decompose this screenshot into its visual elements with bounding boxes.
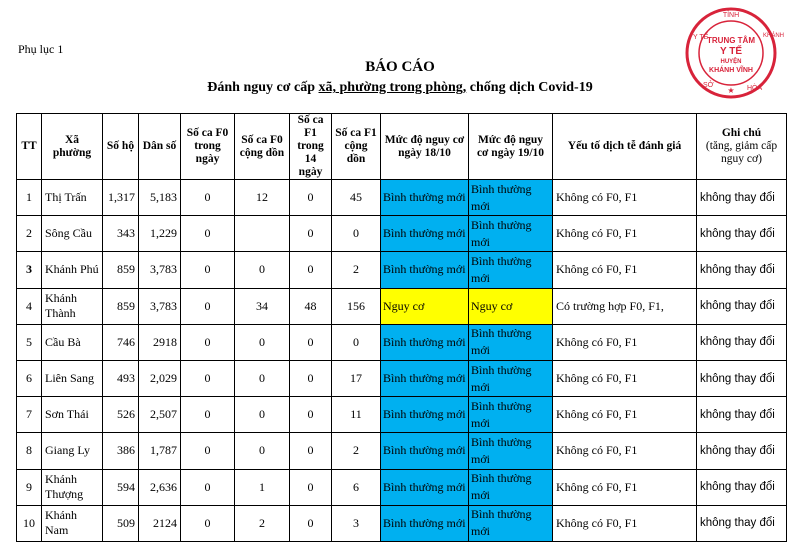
households-cell: 509 — [103, 505, 139, 541]
header-commune: Xã phường — [42, 114, 103, 180]
note-cell: không thay đổi — [697, 505, 787, 541]
header-population: Dân số — [139, 114, 181, 180]
f0-daily-cell: 0 — [181, 397, 235, 433]
table-row — [17, 433, 787, 469]
factors-cell: Không có F0, F1 — [553, 324, 697, 360]
f1-cumulative-cell: 0 — [332, 216, 381, 252]
f0-cumulative-cell: 0 — [235, 433, 290, 469]
row-number: 8 — [17, 433, 42, 469]
stamp-right-arc: KHÁNH — [763, 33, 785, 39]
subtitle-part1: Đánh nguy cơ cấp — [207, 80, 319, 95]
appendix-label: Phụ lục 1 — [18, 42, 64, 56]
f1-14days-cell: 0 — [290, 252, 332, 288]
risk-1910-cell: Bình thường mới — [469, 180, 553, 216]
f0-daily-cell: 0 — [181, 505, 235, 541]
official-stamp — [683, 5, 785, 101]
table-body — [17, 180, 787, 542]
f1-14days-cell: 0 — [290, 397, 332, 433]
f1-cumulative-cell: 2 — [332, 252, 381, 288]
population-cell: 2918 — [139, 324, 181, 360]
risk-1810-cell: Bình thường mới — [381, 469, 469, 505]
note-cell: không thay đổi — [697, 433, 787, 469]
commune-name: Khánh Phú — [42, 252, 103, 288]
commune-name: Sông Cầu — [42, 216, 103, 252]
risk-1810-cell: Bình thường mới — [381, 433, 469, 469]
header-risk-1810: Mức độ nguy cơ ngày 18/10 — [381, 114, 469, 180]
table-row — [17, 505, 787, 541]
f0-cumulative-cell: 0 — [235, 252, 290, 288]
f1-14days-cell: 0 — [290, 180, 332, 216]
note-cell: không thay đổi — [697, 324, 787, 360]
stamp-star-icon: ★ — [727, 86, 735, 95]
f1-cumulative-cell: 156 — [332, 288, 381, 324]
households-cell: 859 — [103, 288, 139, 324]
risk-1910-cell: Bình thường mới — [469, 433, 553, 469]
f1-cumulative-cell: 3 — [332, 505, 381, 541]
f1-14days-cell: 0 — [290, 469, 332, 505]
row-number: 2 — [17, 216, 42, 252]
population-cell: 2124 — [139, 505, 181, 541]
risk-1910-cell: Bình thường mới — [469, 360, 553, 396]
f1-cumulative-cell: 11 — [332, 397, 381, 433]
commune-name: Khánh Thượng — [42, 469, 103, 505]
row-number: 6 — [17, 360, 42, 396]
risk-1810-cell: Bình thường mới — [381, 360, 469, 396]
risk-1910-cell: Bình thường mới — [469, 397, 553, 433]
risk-1910-cell: Bình thường mới — [469, 505, 553, 541]
header-households: Số hộ — [103, 114, 139, 180]
stamp-top-arc: TỈNH — [722, 12, 740, 19]
header-factors: Yếu tố dịch tễ đánh giá — [553, 114, 697, 180]
stamp-bottom-right: HÒA — [747, 85, 763, 92]
header-f0-cumulative: Số ca F0 cộng dồn — [235, 114, 290, 180]
risk-1910-cell: Bình thường mới — [469, 324, 553, 360]
f1-14days-cell: 0 — [290, 505, 332, 541]
risk-1810-cell: Bình thường mới — [381, 216, 469, 252]
stamp-left-arc: Y TẾ — [693, 34, 709, 41]
table-row — [17, 360, 787, 396]
f1-cumulative-cell: 2 — [332, 433, 381, 469]
header-f1-14days: Số ca F1 trong 14 ngày — [290, 114, 332, 180]
population-cell: 2,636 — [139, 469, 181, 505]
households-cell: 1,317 — [103, 180, 139, 216]
population-cell: 3,783 — [139, 252, 181, 288]
row-number: 10 — [17, 505, 42, 541]
f0-cumulative-cell: 12 — [235, 180, 290, 216]
note-cell: không thay đổi — [697, 216, 787, 252]
stamp-bottom-left: SỞ — [703, 82, 714, 89]
header-notes — [697, 114, 787, 180]
report-title: BÁO CÁO — [365, 59, 435, 75]
factors-cell: Không có F0, F1 — [553, 433, 697, 469]
stamp-line2: Y TẾ — [719, 46, 743, 57]
households-cell: 493 — [103, 360, 139, 396]
table-row — [17, 324, 787, 360]
f0-daily-cell: 0 — [181, 469, 235, 505]
row-number: 9 — [17, 469, 42, 505]
households-cell: 594 — [103, 469, 139, 505]
subtitle-part3: chống dịch Covid-19 — [466, 80, 593, 95]
row-number: 7 — [17, 397, 42, 433]
row-number: 3 — [17, 252, 42, 288]
commune-name: Thị Trấn — [42, 180, 103, 216]
risk-1910-cell: Nguy cơ — [469, 288, 553, 324]
commune-name: Sơn Thái — [42, 397, 103, 433]
note-cell: không thay đổi — [697, 288, 787, 324]
f1-14days-cell: 0 — [290, 216, 332, 252]
commune-name: Khánh Nam — [42, 505, 103, 541]
risk-assessment-table — [16, 113, 787, 542]
note-cell: không thay đổi — [697, 252, 787, 288]
subtitle-part2: xã, phường trong phòng, — [318, 80, 467, 95]
commune-name: Khánh Thành — [42, 288, 103, 324]
factors-cell: Không có F0, F1 — [553, 505, 697, 541]
table-header-row — [17, 114, 787, 180]
f0-cumulative-cell: 0 — [235, 324, 290, 360]
f1-cumulative-cell: 6 — [332, 469, 381, 505]
note-cell: không thay đổi — [697, 397, 787, 433]
f1-cumulative-cell: 45 — [332, 180, 381, 216]
commune-name: Liên Sang — [42, 360, 103, 396]
population-cell: 1,787 — [139, 433, 181, 469]
table-row — [17, 252, 787, 288]
population-cell: 5,183 — [139, 180, 181, 216]
table-row — [17, 469, 787, 505]
population-cell: 2,029 — [139, 360, 181, 396]
risk-1810-cell: Bình thường mới — [381, 505, 469, 541]
header-notes-sub: (tăng, giảm cấp nguy cơ) — [705, 140, 778, 165]
stamp-line3: HUYỆN — [720, 59, 742, 65]
factors-cell: Không có F0, F1 — [553, 216, 697, 252]
risk-1910-cell: Bình thường mới — [469, 216, 553, 252]
header-notes-title: Ghi chú — [721, 127, 762, 139]
header-risk-1910: Mức độ nguy cơ ngày 19/10 — [469, 114, 553, 180]
risk-1810-cell: Nguy cơ — [381, 288, 469, 324]
f0-daily-cell: 0 — [181, 324, 235, 360]
factors-cell: Không có F0, F1 — [553, 360, 697, 396]
factors-cell: Không có F0, F1 — [553, 397, 697, 433]
population-cell: 1,229 — [139, 216, 181, 252]
factors-cell: Không có F0, F1 — [553, 252, 697, 288]
households-cell: 859 — [103, 252, 139, 288]
table-row — [17, 397, 787, 433]
report-subtitle — [0, 80, 800, 96]
f1-14days-cell: 0 — [290, 433, 332, 469]
f0-cumulative-cell: 0 — [235, 397, 290, 433]
population-cell: 3,783 — [139, 288, 181, 324]
table-row — [17, 180, 787, 216]
f1-cumulative-cell: 17 — [332, 360, 381, 396]
households-cell: 386 — [103, 433, 139, 469]
f0-daily-cell: 0 — [181, 360, 235, 396]
commune-name: Giang Ly — [42, 433, 103, 469]
header-f1-cumulative: Số ca F1 cộng dồn — [332, 114, 381, 180]
population-cell: 2,507 — [139, 397, 181, 433]
f1-cumulative-cell: 0 — [332, 324, 381, 360]
households-cell: 746 — [103, 324, 139, 360]
note-cell: không thay đổi — [697, 360, 787, 396]
row-number: 4 — [17, 288, 42, 324]
row-number: 5 — [17, 324, 42, 360]
header-f0-daily: Số ca F0 trong ngày — [181, 114, 235, 180]
f0-cumulative-cell: 2 — [235, 505, 290, 541]
f0-cumulative-cell: 0 — [235, 360, 290, 396]
f0-cumulative-cell: 1 — [235, 469, 290, 505]
f1-14days-cell: 0 — [290, 324, 332, 360]
risk-1810-cell: Bình thường mới — [381, 397, 469, 433]
risk-1810-cell: Bình thường mới — [381, 324, 469, 360]
f0-cumulative-cell — [235, 216, 290, 252]
stamp-line1: TRUNG TÂM — [707, 36, 755, 45]
factors-cell: Không có F0, F1 — [553, 180, 697, 216]
f0-daily-cell: 0 — [181, 216, 235, 252]
f0-daily-cell: 0 — [181, 252, 235, 288]
f0-cumulative-cell: 34 — [235, 288, 290, 324]
row-number: 1 — [17, 180, 42, 216]
header-tt: TT — [17, 114, 42, 180]
stamp-line4: KHÁNH VĨNH — [709, 67, 753, 74]
risk-1910-cell: Bình thường mới — [469, 469, 553, 505]
f0-daily-cell: 0 — [181, 288, 235, 324]
risk-1810-cell: Bình thường mới — [381, 252, 469, 288]
note-cell: không thay đổi — [697, 180, 787, 216]
f0-daily-cell: 0 — [181, 180, 235, 216]
risk-1810-cell: Bình thường mới — [381, 180, 469, 216]
f1-14days-cell: 0 — [290, 360, 332, 396]
risk-1910-cell: Bình thường mới — [469, 252, 553, 288]
factors-cell: Có trường hợp F0, F1, — [553, 288, 697, 324]
note-cell: không thay đổi — [697, 469, 787, 505]
f1-14days-cell: 48 — [290, 288, 332, 324]
commune-name: Cầu Bà — [42, 324, 103, 360]
table-row — [17, 216, 787, 252]
f0-daily-cell: 0 — [181, 433, 235, 469]
table-row — [17, 288, 787, 324]
households-cell: 526 — [103, 397, 139, 433]
factors-cell: Không có F0, F1 — [553, 469, 697, 505]
households-cell: 343 — [103, 216, 139, 252]
